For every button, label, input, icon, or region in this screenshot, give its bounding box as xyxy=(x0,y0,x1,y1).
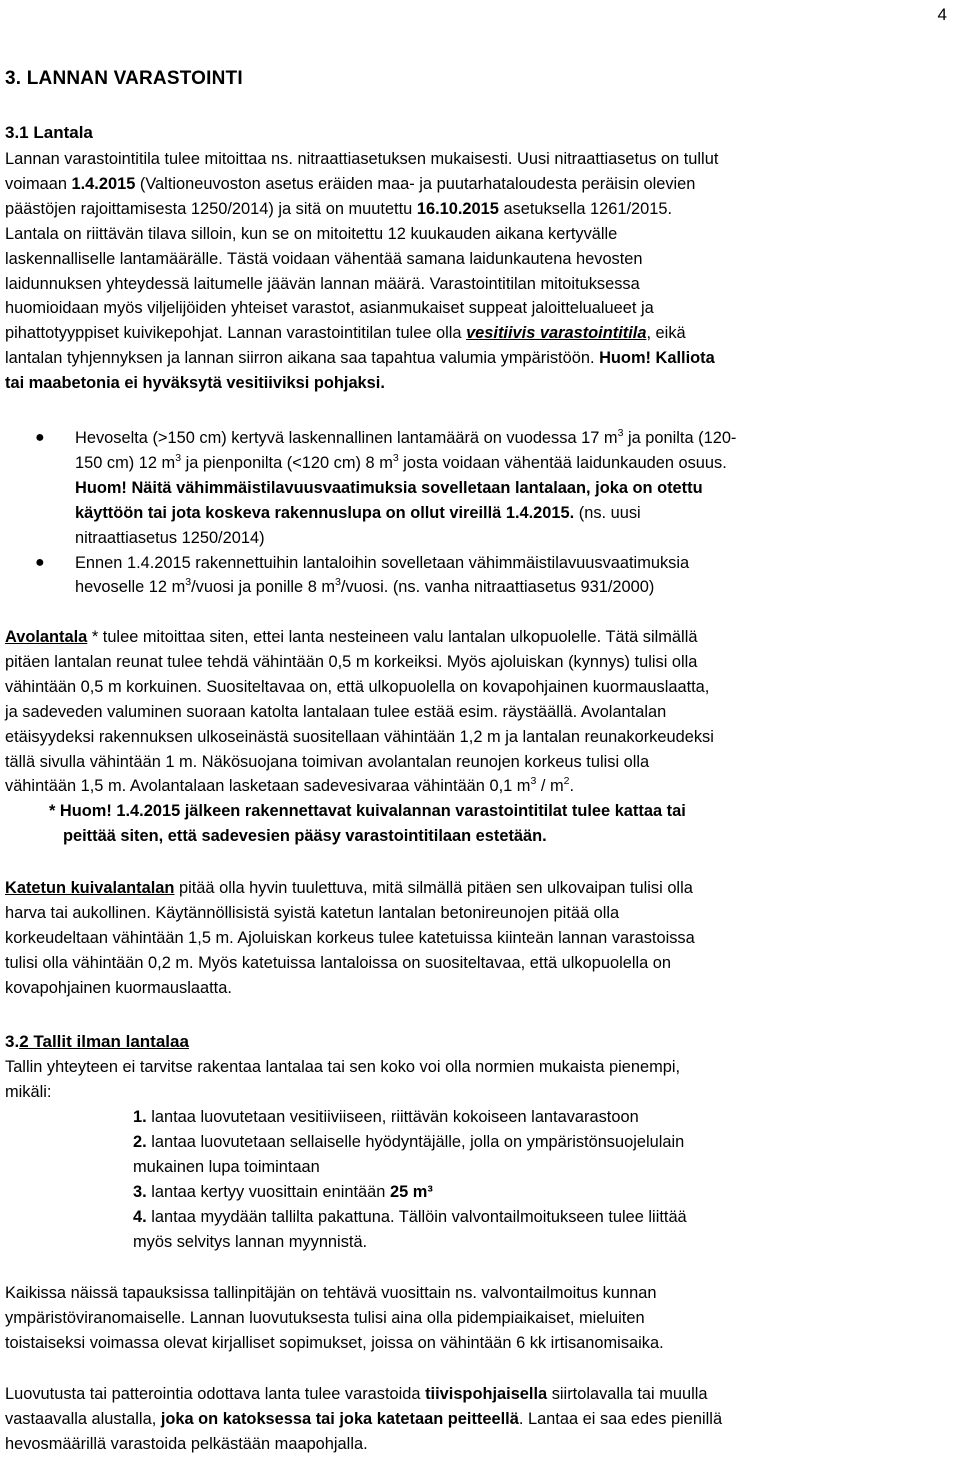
page-number: 4 xyxy=(937,5,947,24)
text-line: päästöjen rajoittamisesta 1250/2014) ja sitä on muutettu 16.10.2015 asetuksella 1261/2015. xyxy=(5,199,673,218)
list-item: 4. lantaa myydään tallilta pakattuna. Tällöin valvontailmoitukseen tulee liittää xyxy=(133,1207,687,1226)
text-line: pihattotyyppiset kuivikepohjat. Lannan varastointitilan tulee olla vesitiivis varastointitila, eikä xyxy=(5,324,686,343)
text-line: lantalan tyhjennyksen ja lannan siirron aikana saa tapahtua valumia ympäristöön. Huom! Kalliota xyxy=(5,349,715,368)
katettu-paragraph: Katetun kuivalantalan pitää olla hyvin tuulettuva, mitä silmällä pitäen sen ulkovaipan tulisi olla harva tai aukollinen. Käytännöllisistä syistä katetun lantalan betonireunojen pitää olla korkeudeltaan vähintään 1,5 m. Ajoluiskan korkeus tulee katetuissa kiinteän lannan varastoissa tulisi olla vähintään 0,2 m. Myös katetuissa lantaloissa on suositeltavaa, että ulkopuolella on kovapohjainen kuormauslaatta. xyxy=(5,879,695,997)
chapter-heading: 3. LANNAN VARASTOINTI xyxy=(5,68,243,89)
text-line: huomioidaan myös viljelijöiden yhteiset varastot, asianmukaiset suppeat jaloittelualueet ja xyxy=(5,299,654,318)
section-heading-tallit: 3.2 Tallit ilman lantalaa xyxy=(5,1032,189,1051)
list-item: 1. lantaa luovutetaan vesitiiviiseen, riittävän kokoiseen lantavarastoon xyxy=(133,1108,639,1126)
tallit-intro: Tallin yhteyteen ei tarvitse rakentaa lantalaa tai sen koko voi olla normien mukaista pienempi, mikäli: xyxy=(5,1058,681,1101)
list-item: ● Ennen 1.4.2015 rakennettuihin lantaloihin sovelletaan vähimmäistilavuusvaatimuksia hevoselle 12 $m^3$/vuosi ja ponille 8 $m^3$/vuosi. (ns. vanha nitraattiasetus 931/2000) xyxy=(5,551,950,601)
lantala-paragraph xyxy=(5,147,946,396)
list-item: 2. lantaa luovutetaan sellaiselle hyödyntäjälle, jolla on ympäristönsuojelulain xyxy=(133,1132,685,1151)
valvonta-paragraph: Kaikissa näissä tapauksissa tallinpitäjän on tehtävä vuosittain ns. valvontailmoitus kunnan ympäristöviranomaiselle. Lannan luovutuksesta tulisi aina olla pidempiaikaiset, mieluiten toistaiseksi voimassa olevat kirjalliset sopimukset, joissa on vähintään 6 kk irtisanomisaika. xyxy=(5,1284,664,1352)
text-line: laskennalliselle lantamäärälle. Tästä voidaan vähentää samana laidunkautena hevosten xyxy=(5,249,643,268)
list-item: 3. lantaa kertyy vuosittain enintään 25 m³ xyxy=(133,1182,433,1201)
note-line: peittää siten, että sadevesien pääsy varastointitilaan estetään. xyxy=(63,827,547,846)
term-katettu: Katetun kuivalantalan xyxy=(5,879,175,897)
luovutus-paragraph: Luovutusta tai patterointia odottava lanta tulee varastoida tiivispohjaisella siirtolavalla tai muulla vastaavalla alustalla, joka on katoksessa tai joka katetaan peitteellä. Lantaa ei saa edes pienillä hevosmäärillä varastoida pelkästään maapohjalla. xyxy=(5,1385,723,1453)
list-item: ● Hevoselta (>150 cm) kertyvä laskennallinen lantamäärä on vuodessa 17 $m^3$ ja ponilta (120- 150 cm) 12 $m^3$ ja pienponilta (<120 cm) 8 $m^3$ josta voidaan vähentää laidunkauden osuus. Huom! Näitä vähimmäistilavuusvaatimuksia sovelletaan lantalaan, joka on otettu käyttöön tai jota koskeva rakennuslupa on ollut vireillä 1.4.2015. (ns. uusi nitraattiasetus 1250/2014) xyxy=(35,427,737,547)
bullet-list xyxy=(5,426,950,600)
numbered-list: 1. lantaa luovutetaan vesitiiviiseen, riittävän kokoiseen lantavarastoon 2. lantaa luovutetaan sellaiselle hyödyntäjälle, jolla on ympäristönsuojelulain mukainen lupa toimintaan 3. lantaa kertyy vuosittain enintään 25 m³ 4. lantaa myydään tallilta pakattuna. Tällöin valvontailmoitukseen tulee liittää myös selvitys lannan myynnistä. xyxy=(133,1105,946,1254)
text-line: tai maabetonia ei hyväksytä vesitiiviksi pohjaksi. xyxy=(5,374,385,393)
emphasis-vesitiivis: vesitiivis varastointitila xyxy=(466,324,647,343)
avolantala-paragraph: Avolantala * tulee mitoittaa siten, ettei lanta nesteineen valu lantalan ulkopuolelle. Tätä silmällä pitäen lantalan reunat tulee tehdä vähintään 0,5 m korkeiksi. Myös ajoluiskan (kynnys) tulisi olla vähintään 0,5 m korkuinen. Suositeltavaa on, että ulkopuolella on kovapohjainen kuormauslaatta, ja sadeveden valuminen suoraan katolta lantalaan tulee estää esim. räystäällä. Avolantalan etäisyydeksi rakennuksen ulkoseinästä suositellaan vähintään 1,2 m ja lantalan reunakorkeudeksi tällä sivulla vähintään 1 m. Näkösuojana toimivan avolantalan reunojen korkeus tulisi olla vähintään 1,5 m. Avolantalaan lasketaan sadevesivaraa vähintään 0,1 $m^3 / m^2$. * Huom! 1.4.2015 jälkeen rakennettavat kuivalannan varastointitilat tulee kattaa tai peittää siten, että sadevesien pääsy varastointitilaan estetään. xyxy=(5,625,946,849)
text-line: laidunnuksen yhteydessä laitumelle jäävän lannan määrä. Varastointitilan mitoituksessa xyxy=(5,274,640,293)
text-line: Lantala on riittävän tilava silloin, kun se on mitoitettu 12 kuukauden aikana kertyvälle xyxy=(5,224,618,243)
bullet-icon: ● xyxy=(35,429,45,446)
bullet-icon: ● xyxy=(35,553,45,571)
text-line: voimaan 1.4.2015 (Valtioneuvoston asetus eräiden maa- ja puutarhataloudesta peräisin olevien xyxy=(5,174,696,193)
text-line: Lannan varastointitila tulee mitoittaa ns. nitraattiasetuksen mukaisesti. Uusi nitraattiasetus on tullut xyxy=(5,150,719,168)
note-line: * Huom! 1.4.2015 jälkeen rakennettavat kuivalannan varastointitilat tulee kattaa tai xyxy=(49,802,686,821)
term-avolantala: Avolantala xyxy=(5,628,88,646)
section-heading-lantala: 3.1 Lantala xyxy=(5,123,93,142)
